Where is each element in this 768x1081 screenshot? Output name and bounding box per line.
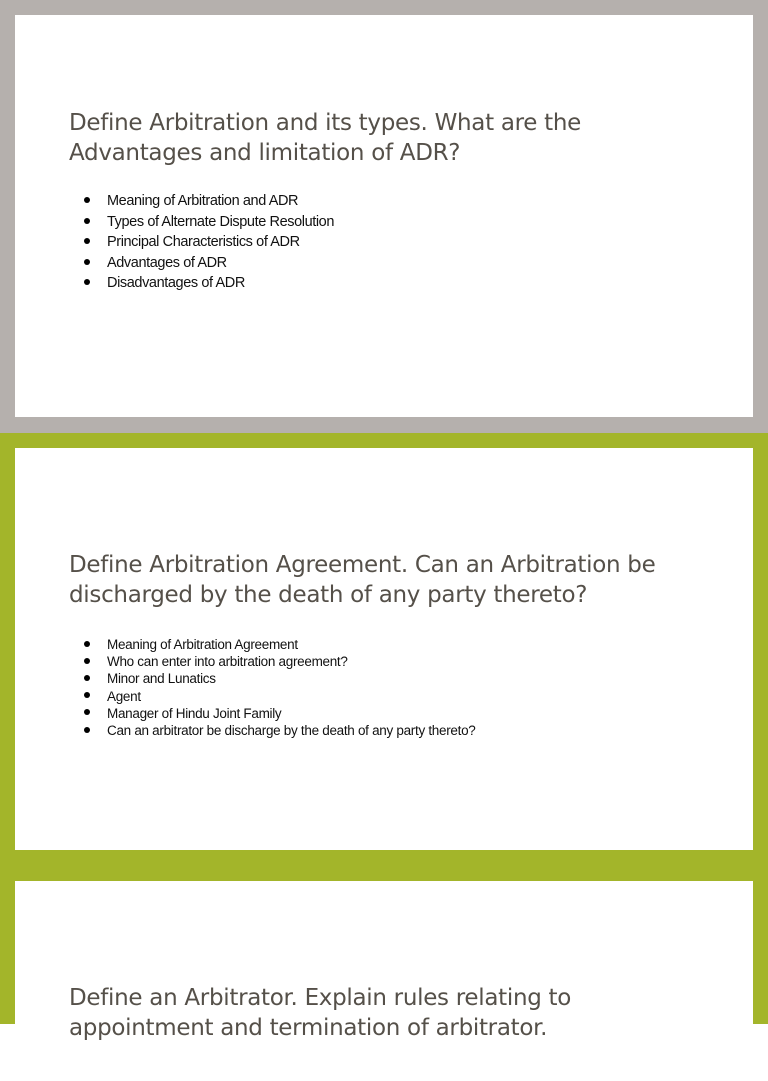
slide-title: Define an Arbitrator. Explain rules relating to appointment and termination of arbitrator. <box>69 985 572 1041</box>
bullet-text: Types of Alternate Dispute Resolution <box>107 213 335 230</box>
slide-title: Define Arbitration and its types. What are the Advantages and limitation of ADR? <box>69 110 581 166</box>
bullet-dot-icon <box>84 218 90 224</box>
bullet-dot-icon <box>84 675 90 681</box>
bullet-item <box>107 212 334 233</box>
bullet-text: Can an arbitrator be discharge by the death of any party thereto? <box>107 722 476 738</box>
bullet-item <box>107 670 476 687</box>
bullet-item <box>107 253 334 274</box>
bullet-text: Disadvantages of ADR <box>107 275 245 291</box>
bullet-dot-icon <box>84 279 90 285</box>
bullet-dot-icon <box>84 658 90 664</box>
bullet-item <box>107 636 476 653</box>
bullet-item <box>107 232 334 253</box>
bullet-item <box>107 273 334 294</box>
bullet-dot-icon <box>84 238 90 244</box>
bullet-item <box>107 688 476 705</box>
bullet-dot-icon <box>84 727 90 733</box>
slide-2 <box>15 448 753 850</box>
bullet-item <box>107 722 476 739</box>
bullet-text: Meaning of Arbitration Agreement <box>107 637 298 652</box>
bullet-list <box>107 636 476 739</box>
bullet-text: Advantages of ADR <box>107 254 227 271</box>
bullet-item <box>107 705 476 722</box>
bullet-text: Minor and Lunatics <box>107 671 216 687</box>
slide-3 <box>15 881 753 1081</box>
bullet-text: Who can enter into arbitration agreement? <box>107 654 348 670</box>
bullet-text: Principal Characteristics of ADR <box>107 234 300 250</box>
bullet-item <box>107 191 334 212</box>
bullet-dot-icon <box>84 259 90 265</box>
bullet-text: Manager of Hindu Joint Family <box>107 705 282 721</box>
bullet-text: Meaning of Arbitration and ADR <box>107 193 299 209</box>
slide-title: Define Arbitration Agreement. Can an Arbitration be discharged by the death of any party thereto? <box>69 552 656 608</box>
bullet-dot-icon <box>84 197 90 203</box>
bullet-item <box>107 653 476 670</box>
bullet-dot-icon <box>84 641 90 647</box>
slide-1 <box>15 15 753 417</box>
bullet-text: Agent <box>107 688 141 704</box>
bullet-dot-icon <box>84 709 90 715</box>
bullet-dot-icon <box>84 692 90 698</box>
bullet-list <box>107 191 334 294</box>
